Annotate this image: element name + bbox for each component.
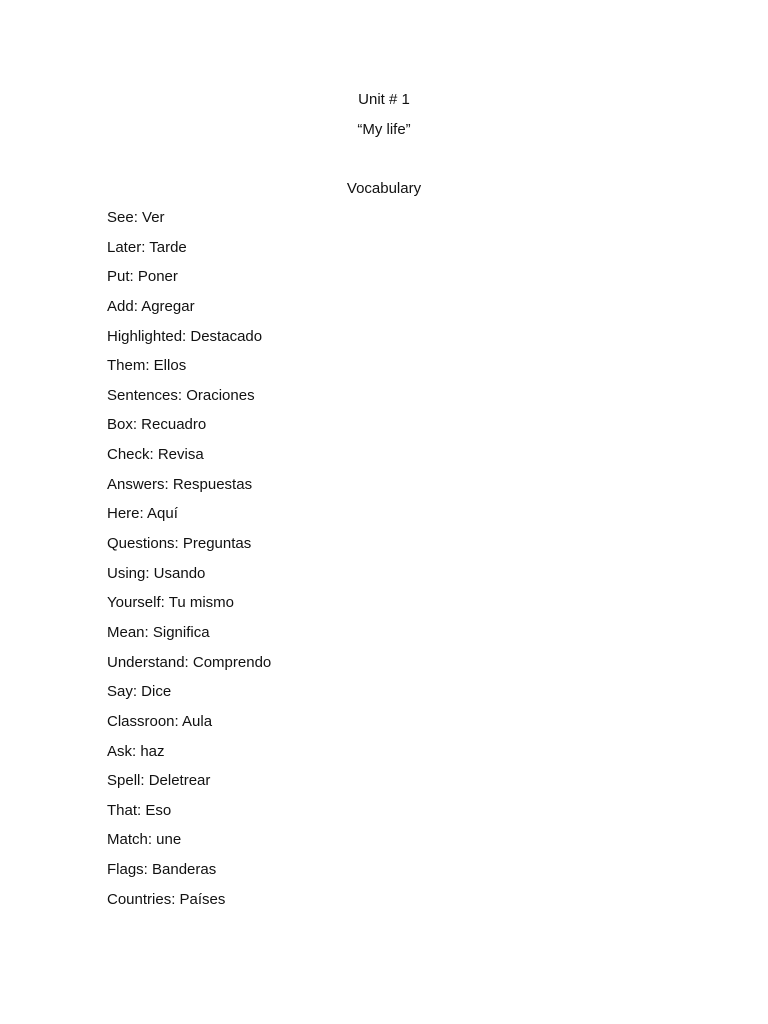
vocabulary-item: Sentences: Oraciones <box>107 386 255 404</box>
section-heading: Vocabulary <box>346 180 422 197</box>
vocabulary-item: Add: Agregar <box>107 297 195 315</box>
vocabulary-item: Box: Recuadro <box>107 416 207 434</box>
vocabulary-item: Questions: Preguntas <box>107 535 252 553</box>
vocabulary-item: Say: Dice <box>107 683 172 701</box>
vocabulary-list <box>107 209 271 920</box>
vocabulary-item: Mean: Significa <box>107 623 210 641</box>
document-subtitle: “My life” <box>357 121 411 138</box>
vocabulary-item: Check: Revisa <box>107 446 204 464</box>
vocabulary-item: Here: Aquí <box>107 505 178 523</box>
vocabulary-item: Answers: Respuestas <box>107 475 253 493</box>
vocabulary-item: Later: Tarde <box>107 238 187 256</box>
vocabulary-item: Put: Poner <box>107 268 178 286</box>
vocabulary-item: Understand: Comprendo <box>107 653 272 671</box>
vocabulary-item: Flags: Banderas <box>107 861 217 879</box>
vocabulary-item: Countries: Países <box>107 890 226 908</box>
vocabulary-item: Using: Usando <box>107 564 206 582</box>
document-title: Unit # 1 <box>358 91 410 108</box>
vocabulary-item: Classroon: Aula <box>107 712 213 730</box>
vocabulary-item: That: Eso <box>107 801 172 819</box>
vocabulary-item: Match: une <box>107 831 182 849</box>
vocabulary-item: Yourself: Tu mismo <box>107 594 234 612</box>
vocabulary-item: Them: Ellos <box>107 357 187 375</box>
vocabulary-item: Highlighted: Destacado <box>107 327 263 345</box>
vocabulary-item: Spell: Deletrear <box>107 772 211 790</box>
vocabulary-item: See: Ver <box>107 209 165 226</box>
vocabulary-item: Ask: haz <box>107 742 165 760</box>
